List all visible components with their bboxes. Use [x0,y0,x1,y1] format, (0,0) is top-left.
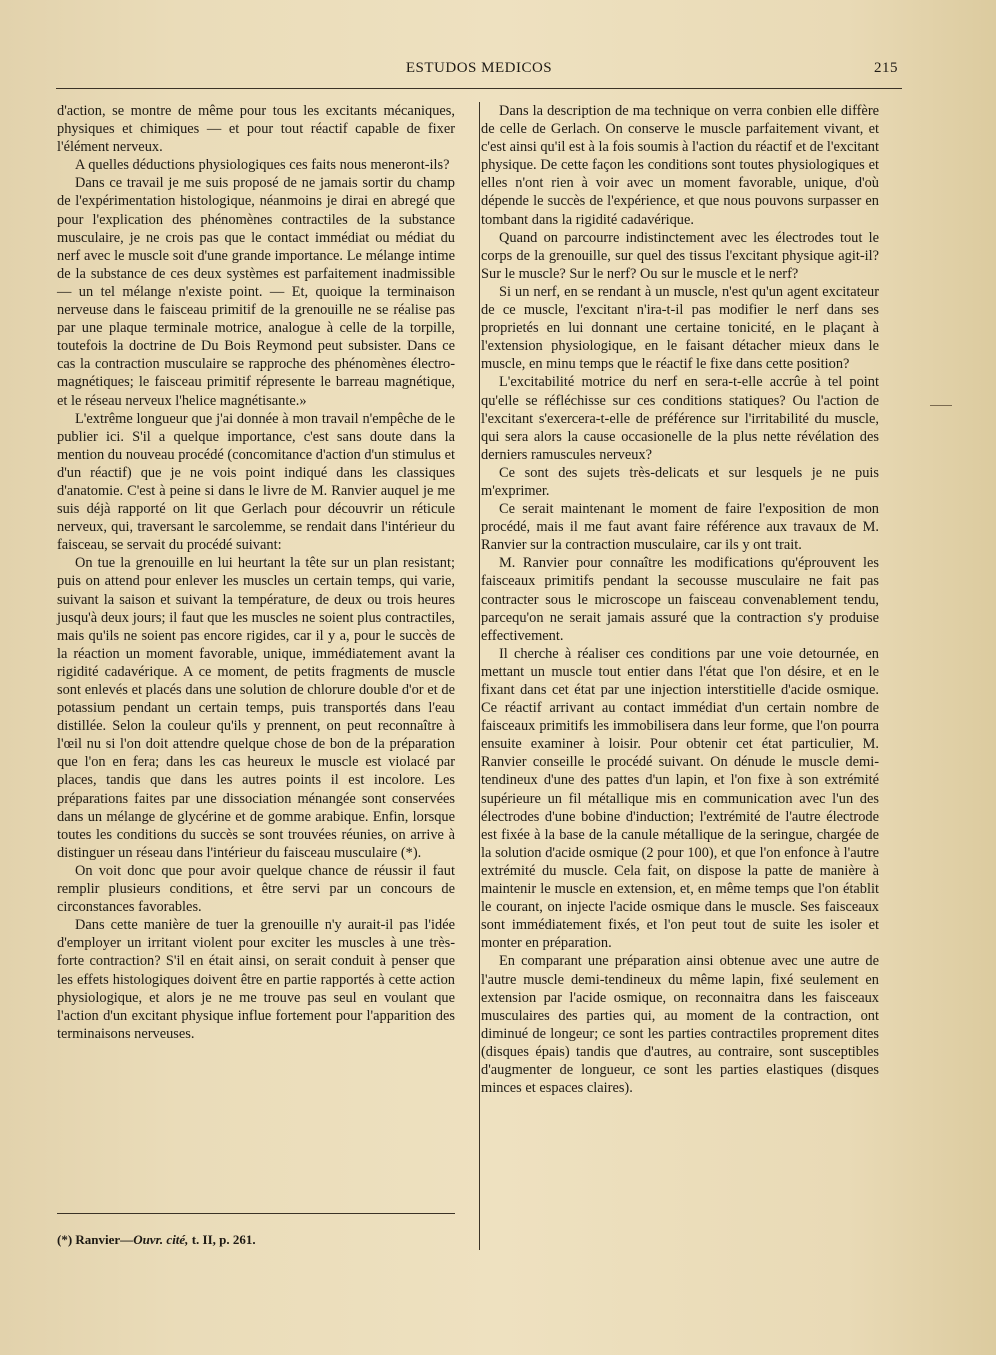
paragraph: Quand on parcourre indistinctement avec les électrodes tout le corps de la grenouille, sur quel des tissus l'excitant physique agit-il? Sur le muscle? Sur le nerf? Ou sur le muscle et le nerf? [481,229,879,282]
running-header [56,58,902,82]
paragraph: Dans cette manière de tuer la grenouille n'y aurait-il pas l'idée d'employer un irritant violent pour exciter les muscles à une très-forte contraction? S'il en était ainsi, on serait conduit à penser que les effets histologiques doivent être en partie rapportés à cette action physiologique, et alors je ne me trouve pas seul en voulant que l'action d'un excitant physique influe fortement pour l'apparition des terminaisons nerveuses. [57,917,455,1042]
footnote-marker: (*) Ranvier— [57,1232,134,1247]
paragraph: Dans la description de ma technique on verra conbien elle diffère de celle de Gerlach. On conserve le muscle parfaitement vivant, et c'est ainsi qu'il est à la fois soumis à l'action du réactif et de l'excitant physique. De cette façon les conditions sont toutes physiologiques et elles n'ont rien à voir avec un moment favorable, unique, d'où dépende le succès de l'expérience, et que nous pouvons surpasser en tombant dans la rigidité cadavérique. [481,103,879,228]
footnote-rule [57,1213,455,1214]
paragraph: Si un nerf, en se rendant à un muscle, n'est qu'un agent excitateur de ce muscle, l'excitant n'ira-t-il pas modifier le nerf dans ses proprietés en lui donnant une certaine tonicité, en le plaçant à l'extension physiologique, en le faisant détacher mieux dans le muscle, en minu temps que le réactif le fixe dans cette position? [481,283,879,373]
margin-mark [930,405,952,406]
paragraph: On tue la grenouille en lui heurtant la tête sur un plan resistant; puis on attend pour enlever les muscles un certain temps, qui varie, suivant la saison et suivant la température, de deux ou trois heures jusqu'à deux jours; il faut que les muscles ne soient plus contractiles, mais qu'ils ne soient pas encore rigides, car il y a, pour le succès de la réaction un moment favorable, unique, immédiatement avant la rigidité cadavérique. A ce moment, de petits fragments de muscle sont enlevés et placés dans une solution de chlorure double d'or et de potassium pendant un certain temps, puis transportés dans l'eau distillée. Selon la couleur qu'ils y prennent, on peut reconnaître à l'œil nu si l'on doit attendre quelque chose de bon de la préparation que l'on en fera; dans les cas heureux le muscle est violacé par places, tandis que dans les autres points il est incolore. Les préparations faites par une dissociation ménangée sont conservées dans un mélange de glycérine et de gomme arabique. Enfin, lorsque toutes les conditions du succès se sont trouvées réunies, on arrive à distinguer un réseau dans l'intérieur du faisceau musculaire (*). [57,555,455,861]
paragraph: L'extrême longueur que j'ai donnée à mon travail n'empêche de le publier ici. S'il a quelque importance, c'est sans doute dans la mention du nouveau procédé (concomitance d'action d'un stimulus et d'un réactif) que je ne vois point indiqué dans les classiques d'anatomie. C'est à peine si dans le livre de M. Ranvier auquel je me suis déjà rapporté on lit que Gerlach pour découvrir un réticule nerveux, qui, traversant le sarcolemme, se rendait dans l'intérieur du faisceau, se servait du procédé suivant: [57,410,455,554]
page-number: 215 [874,60,898,76]
left-column [57,102,455,1043]
paragraph: En comparant une préparation ainsi obtenue avec une autre de l'autre muscle demi-tendineux du même lapin, fixé seulement en extension par l'acide osmique, on reconnaitra dans les faisceaux musculaires des parties qui, au moment de la contraction, ont diminué de longeur; ce sont les parties contractiles proprement dites (disques épais) tandis que d'autres, au contraire, sont susceptibles d'augmenter de longueur, ce sont les parties elastiques (disques minces et espaces claires). [481,953,879,1097]
footnote-ref: t. II, p. 261. [188,1232,256,1247]
paragraph: On voit donc que pour avoir quelque chance de réussir il faut remplir plusieurs conditions, et être servi par un concours de circonstances favorables. [57,862,455,916]
paragraph: A quelles déductions physiologiques ces faits nous meneront-ils? [75,157,450,174]
footnote-work: Ouvr. cité, [133,1232,189,1247]
paragraph: Ce sont des sujets très-delicats et sur lesquels je ne puis m'exprimer. [481,464,879,499]
paragraph: Dans ce travail je me suis proposé de ne jamais sortir du champ de l'expérimentation histologique, néanmoins je dirai en abregé que pour l'explication des phénomènes contractiles de la substance musculaire, je ne crois pas que le contact immédiat ou médiat du nerf avec le muscle soit d'une grande importance. Le mélange intime de la substance de ces deux systèmes est parfaitement inadmissible — un tel mélange n'existe point. — Et, quoique la terminaison nerveuse dans le faisceau primitif de la grenouille ne se réalise pas par une plaque terminale motrice, analogue à celle de la torpille, toutefois la doctrine de Du Bois Reymond peut subsister. Dans ce cas la contraction musculaire se rapproche des phénomènes électro-magnétiques; le faisceau primitif répresente le barreau magnétique, et le réseau nerveux l'helice magnétisante.» [57,175,455,409]
paragraph: M. Ranvier pour connaître les modifications qu'éprouvent les faisceaux primitifs pendant la secousse musculaire ne fait pas contracter sous le microscope un faisceau convenablement tendu, parcequ'on ne serait jamais assuré que la contraction s'y produise effectivement. [481,555,879,644]
paragraph: d'action, se montre de même pour tous les excitants mécaniques, physiques et chimiques — et pour tout réactif capable de fixer l'élément nerveux. [57,103,455,156]
header-rule [56,88,902,89]
journal-title: ESTUDOS MEDICOS [405,60,553,76]
paragraph: Ce serait maintenant le moment de faire l'exposition de mon procédé, mais il me faut avant faire référence aux travaux de M. Ranvier sur la contraction musculaire, car ils y ont trait. [481,501,879,554]
column-divider [479,102,480,1250]
paragraph: L'excitabilité motrice du nerf en sera-t-elle accrûe à tel point qu'elle se réfléchisse sur ces conditions statiques? Ou l'action de l'excitant s'exercera-t-elle de préférence sur l'irritabilité du muscle, qui sera alors la cause occasionelle de la plus nette révélation des derniers ramuscules nerveux? [481,374,879,463]
paragraph: Il cherche à réaliser ces conditions par une voie detournée, en mettant un muscle tout entier dans l'état que l'on désire, et en le fixant dans cet état par une injection interstitielle d'acide osmique. Ce réactif arrivant au contact immédiat d'un certain nombre de faisceaux primitifs les immobilisera dans leur forme, que l'on pourra ensuite examiner à loisir. Pour obtenir cet état particulier, M. Ranvier conseille le procédé suivant. On dénude le muscle demi-tendineux d'une des pattes d'un lapin, et l'on fixe à son extrémité supérieure un fil métallique mis en communication avec l'un des électrodes d'une bobine d'induction; l'extrémité de l'autre électrode est fixée à la base de la canule métallique de la seringue, chargée de la solution d'acide osmique (2 pour 100), et que l'on enfonce à l'autre extrémité du muscle. Cela fait, on dispose la patte de manière à maintenir le muscle en extension, et, en même temps que l'on établit le courant, on injecte l'acide osmique dans le muscle. Ses faisceaux sont immédiatement fixés, et l'on peut tout de suite les isoler et monter en préparation. [481,645,879,952]
footnote [57,1232,455,1248]
right-column [481,102,879,1097]
